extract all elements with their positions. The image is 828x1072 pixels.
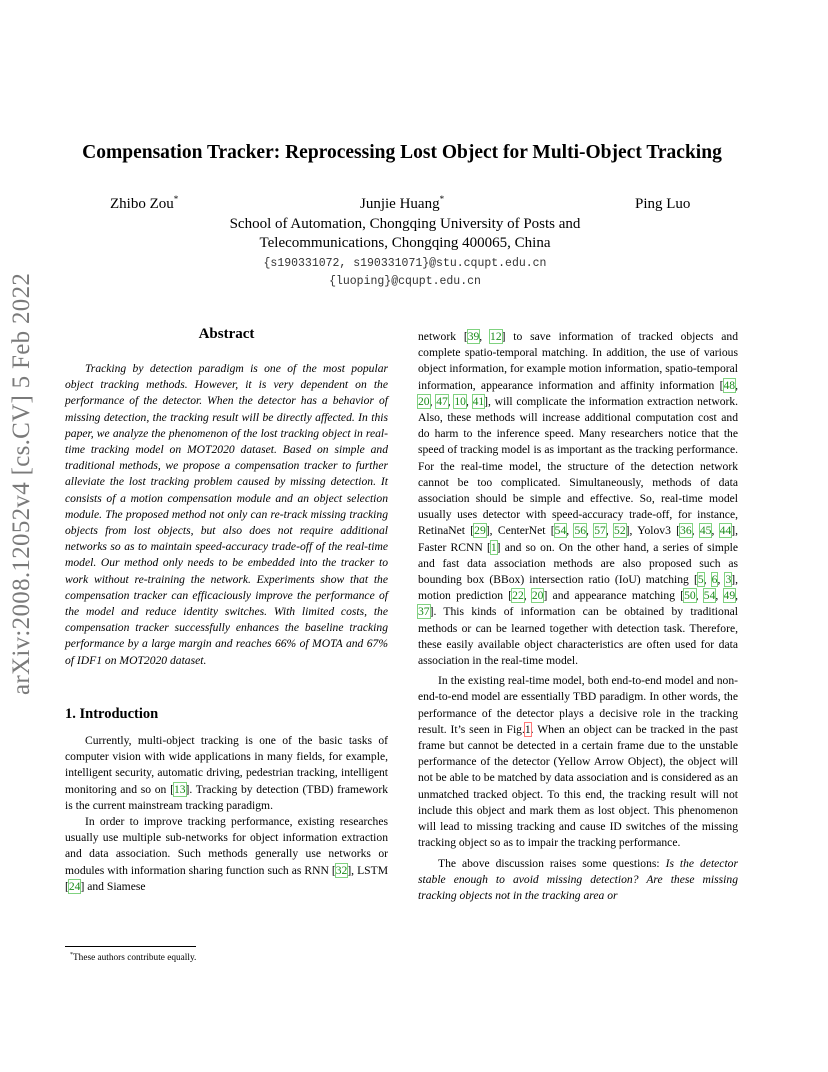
right-paragraph-2: In the existing real-time model, both end-to-end model and non-end-to-end model are essentially TBD paradigm. In other words, the performance of the detector plays a decisive role in the tracking result. It’s seen in Fig.1. When an object can be tracked in the past frame but cannot be detected in a certain frame due to the unstable performance of the detector (Yellow Arrow Object), the object will not be able to be matched by data association and is considered as an unmatched tracked object. To this end, the tracking result will not include this object and mark them as lost object. This phenomenon will lead to missing tracking and cause ID switches of the missing tracking object so as to impair the tracking performance. bbox=[418, 674, 738, 850]
citation-link[interactable]: 32 bbox=[335, 863, 348, 877]
citation-link[interactable]: 13 bbox=[173, 782, 186, 796]
email-line-2: {luoping}@cqupt.edu.cn bbox=[329, 275, 481, 288]
citation-link[interactable]: 54 bbox=[554, 524, 567, 538]
citation-link[interactable]: 6 bbox=[711, 573, 718, 587]
citation-link[interactable]: 24 bbox=[68, 879, 81, 893]
citation-link[interactable]: 49 bbox=[723, 589, 736, 603]
footnote: *These authors contribute equally. bbox=[70, 952, 197, 964]
abstract-text: Tracking by detection paradigm is one of the most popular object tracking methods. However, it is very dependent on the performance of the detector. When the detector has a behavior of missing detection, the tracking result will be directly affected. In this paper, we analyze the phenomenon of the lost tracking object in real-time tracking model on MOT2020 dataset. Based on simple and traditional methods, we propose a compensation tracker to further alleviate the lost tracking problem caused by missing detection. It consists of a motion compensation module and an object selection module. The proposed method not only can re-track missing tracking objects from lost objects, but also does not require additional networks so as to maintain speed-accuracy trade-off of the real-time model. Our method only needs to be embedded into the tracker to work without re-training the network. Experiments show that the compensation tracker can efficaciously improve the performance of the model and reduce identity switches. With limited costs, the compensation tracker successfully enhances the baseline tracking performance by a large margin and reaches 66% of MOTA and 67% of IDF1 on MOT2020 dataset. bbox=[65, 362, 388, 667]
citation-link[interactable]: 56 bbox=[574, 524, 587, 538]
right-paragraph-3: The above discussion raises some questions: Is the detector stable enough to avoid missing detection? Are these missing tracking objects not in the tracking area or bbox=[418, 856, 738, 902]
citation-link[interactable]: 22 bbox=[512, 589, 524, 603]
arxiv-identifier: arXiv:2008.12052v4 [cs.CV] 5 Feb 2022 bbox=[8, 272, 35, 695]
email-line-1: {s190331072, s190331071}@stu.cqupt.edu.cn bbox=[263, 257, 547, 270]
citation-link[interactable]: 29 bbox=[474, 524, 486, 538]
author-2: Junjie Huang* bbox=[360, 194, 445, 212]
citation-link[interactable]: 36 bbox=[680, 524, 692, 538]
figure-reference-link[interactable]: 1 bbox=[524, 722, 531, 736]
citation-link[interactable]: 3 bbox=[725, 573, 732, 587]
research-questions: Is the detector stable enough to avoid missing detection? Are these missing tracking objects not in the tracking area or bbox=[418, 856, 738, 902]
author-1: Zhibo Zou* bbox=[110, 194, 179, 212]
citation-link[interactable]: 41 bbox=[472, 394, 485, 408]
abstract-heading: Abstract bbox=[198, 326, 255, 342]
right-column-body bbox=[418, 329, 738, 904]
author-2-mark: * bbox=[439, 194, 445, 204]
introduction-body bbox=[65, 733, 388, 895]
citation-link[interactable]: 5 bbox=[697, 573, 704, 587]
citation-link[interactable]: 54 bbox=[703, 589, 716, 603]
citation-link[interactable]: 10 bbox=[454, 394, 466, 408]
section-heading-introduction: 1. Introduction bbox=[65, 706, 159, 722]
citation-link[interactable]: 45 bbox=[699, 524, 712, 538]
author-1-mark: * bbox=[173, 194, 179, 204]
paper-title: Compensation Tracker: Reprocessing Lost Object for Multi-Object Tracking bbox=[82, 142, 722, 163]
citation-link[interactable]: 50 bbox=[684, 589, 696, 603]
citation-link[interactable]: 39 bbox=[467, 330, 480, 343]
citation-link[interactable]: 48 bbox=[723, 378, 736, 392]
citation-link[interactable]: 37 bbox=[418, 605, 430, 619]
affiliation-line-1: School of Automation, Chongqing University of Posts and bbox=[229, 216, 581, 232]
citation-link[interactable]: 44 bbox=[719, 524, 732, 538]
citation-link[interactable]: 20 bbox=[531, 589, 544, 603]
citation-link[interactable]: 47 bbox=[436, 394, 448, 408]
affiliation-line-2: Telecommunications, Chongqing 400065, China bbox=[259, 235, 551, 251]
intro-paragraph-1: Currently, multi-object tracking is one of the basic tasks of computer vision with wide applications in many fields, for example, intelligent security, automatic driving, pedestrian tracking, intelligent monitoring and so on [13]. Tracking by detection (TBD) framework is the current mainstream tracking paradigm. bbox=[65, 734, 388, 812]
citation-link[interactable]: 1 bbox=[490, 540, 497, 554]
footnote-rule bbox=[65, 946, 196, 947]
intro-paragraph-2: In order to improve tracking performance, existing researches usually use multiple sub-networks for object information extraction and data association. Such methods generally use networks or modules with information sharing function such as RNN [32], LSTM [24] and Siamese bbox=[65, 815, 388, 893]
citation-link[interactable]: 57 bbox=[594, 524, 606, 538]
citation-link[interactable]: 20 bbox=[418, 394, 430, 408]
author-3: Ping Luo bbox=[635, 196, 691, 212]
citation-link[interactable]: 12 bbox=[490, 330, 502, 343]
right-paragraph-1: network [39, 12] to save information of tracked objects and complete spatio-temporal matching. In addition, the use of various object information, for example motion information, spatio-temporal information, appearance information and affinity information [48, 20, 47, 10, 41], will complicate the information extraction network. Also, these methods will increase additional computation cost and do harm to the inference speed. Many researchers notice that the speed of tracking model is as important as the tracking performance. For the real-time model, the structure of the detection network cannot be too complicated. Simultaneously, methods of data association should be simple and effective. So, real-time model usually uses detector with speed-accuracy trade-off, for instance, RetinaNet [29], CenterNet [54, 56, 57, 52], Yolov3 [36, 45, 44], Faster RCNN [1] and so on. On the other hand, a series of simple and fast data association methods are also proposed such as bounding box (BBox) intersection ratio (IoU) matching [5, 6, 3], motion prediction [22, 20] and appearance matching [50, 54, 49, 37]. This kinds of information can be obtained by traditional methods or can be learned together with detection task. Therefore, these easily available object characteristics are often used for data association in the real-time model. bbox=[418, 330, 739, 668]
citation-link[interactable]: 52 bbox=[614, 524, 626, 538]
